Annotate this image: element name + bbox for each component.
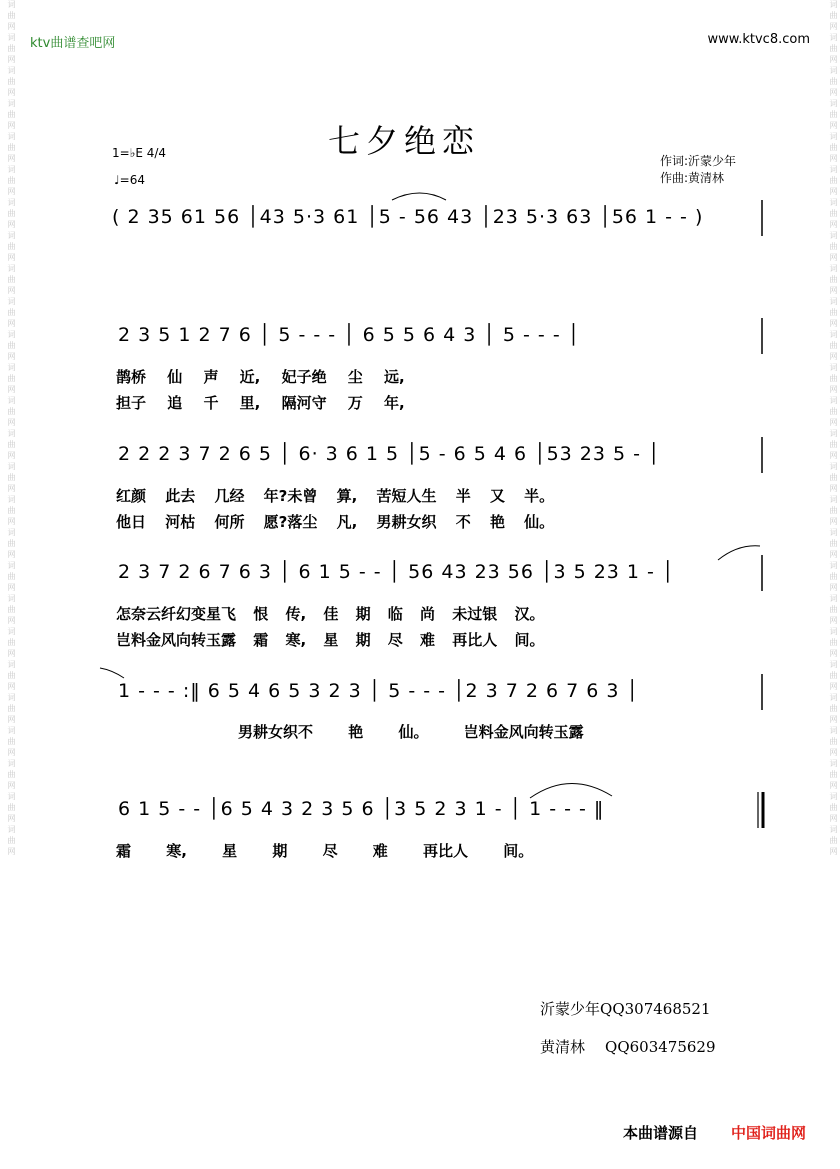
source-label: 本曲谱源自: [622, 1124, 698, 1142]
contact-lyricist-qq: QQ307468521: [600, 1000, 711, 1018]
row4-tie: [100, 668, 124, 678]
header-left-site[interactable]: ktv曲谱查吧网: [30, 36, 116, 51]
key-signature: 1=♭E 4/4: [112, 146, 167, 160]
row3-tie: [718, 546, 760, 560]
row2-notes: 2 2 2 3 7 2 6 5 │ 6· 3 6 1 5 │5 - 6 5 4 6 │53 23 5 - │: [118, 443, 661, 465]
intro-tie: [392, 193, 446, 200]
row4-lyrics-verse1: 男耕女织不 艳 仙。 岂料金风向转玉露: [238, 723, 584, 741]
row5-notes: 6 1 5 - - │6 5 4 3 2 3 5 6 │3 5 2 3 1 - │ 1 - - - ‖: [118, 798, 605, 820]
watermark-left: 词曲网词曲网词曲网词曲网词曲网词曲网词曲网词曲网词曲网词曲网词曲网词曲网词曲网词曲网词曲网词曲网词曲网词曲网词曲网词曲网词曲网词曲网词曲网词曲网词曲网词曲网: [7, 0, 16, 858]
contact-composer-qq: QQ603475629: [605, 1038, 716, 1056]
row1-lyrics-verse1: 鹊桥 仙 声 近, 妃子绝 尘 远,: [116, 368, 405, 386]
intro-notes: ( 2 35 61 56 │43 5·3 61 │5 - 56 43 │23 5·3 63 │56 1 - - ): [112, 206, 704, 228]
row3-lyrics-verse2: 岂料金风向转玉露 霜 寒, 星 期 尽 难 再比人 间。: [116, 631, 545, 649]
tempo-marking: ♩=64: [114, 173, 145, 187]
row5-lyrics-verse1: 霜 寒, 星 期 尽 难 再比人 间。: [116, 842, 534, 860]
row4-notes: 1 - - - :‖ 6 5 4 6 5 3 2 3 │ 5 - - - │2 3 7 2 6 7 6 3 │: [118, 680, 639, 702]
contact-lyricist-name: 沂蒙少年: [540, 1000, 601, 1018]
watermark-right: 词曲网词曲网词曲网词曲网词曲网词曲网词曲网词曲网词曲网词曲网词曲网词曲网词曲网词曲网词曲网词曲网词曲网词曲网词曲网词曲网词曲网词曲网词曲网词曲网词曲网词曲网: [829, 0, 838, 858]
row5-tie: [530, 783, 612, 798]
lyricist-credit: 作词:沂蒙少年: [660, 154, 737, 168]
row1-notes: 2 3 5 1 2 7 6 │ 5 - - - │ 6 5 5 6 4 3 │ 5 - - - │: [118, 324, 581, 346]
song-title: 七夕绝恋: [328, 122, 481, 160]
row2-lyrics-verse2: 他日 河枯 何所 愿?落尘 凡, 男耕女织 不 艳 仙。: [116, 513, 555, 531]
header-right-site[interactable]: www.ktvc8.com: [707, 32, 810, 47]
contact-composer-name: 黄清林: [540, 1038, 586, 1056]
row3-notes: 2 3 7 2 6 7 6 3 │ 6 1 5 - - │ 56 43 23 56 │3 5 23 1 - │: [118, 561, 675, 583]
row1-lyrics-verse2: 担子 追 千 里, 隔河守 万 年,: [116, 394, 405, 412]
row2-lyrics-verse1: 红颜 此去 几经 年?未曾 算, 苦短人生 半 又 半。: [116, 487, 555, 505]
composer-credit: 作曲:黄清林: [660, 171, 725, 185]
row3-lyrics-verse1: 怎奈云纤幻变星飞 恨 传, 佳 期 临 尚 未过银 汉。: [116, 605, 545, 623]
source-site-link[interactable]: 中国词曲网: [730, 1124, 806, 1142]
